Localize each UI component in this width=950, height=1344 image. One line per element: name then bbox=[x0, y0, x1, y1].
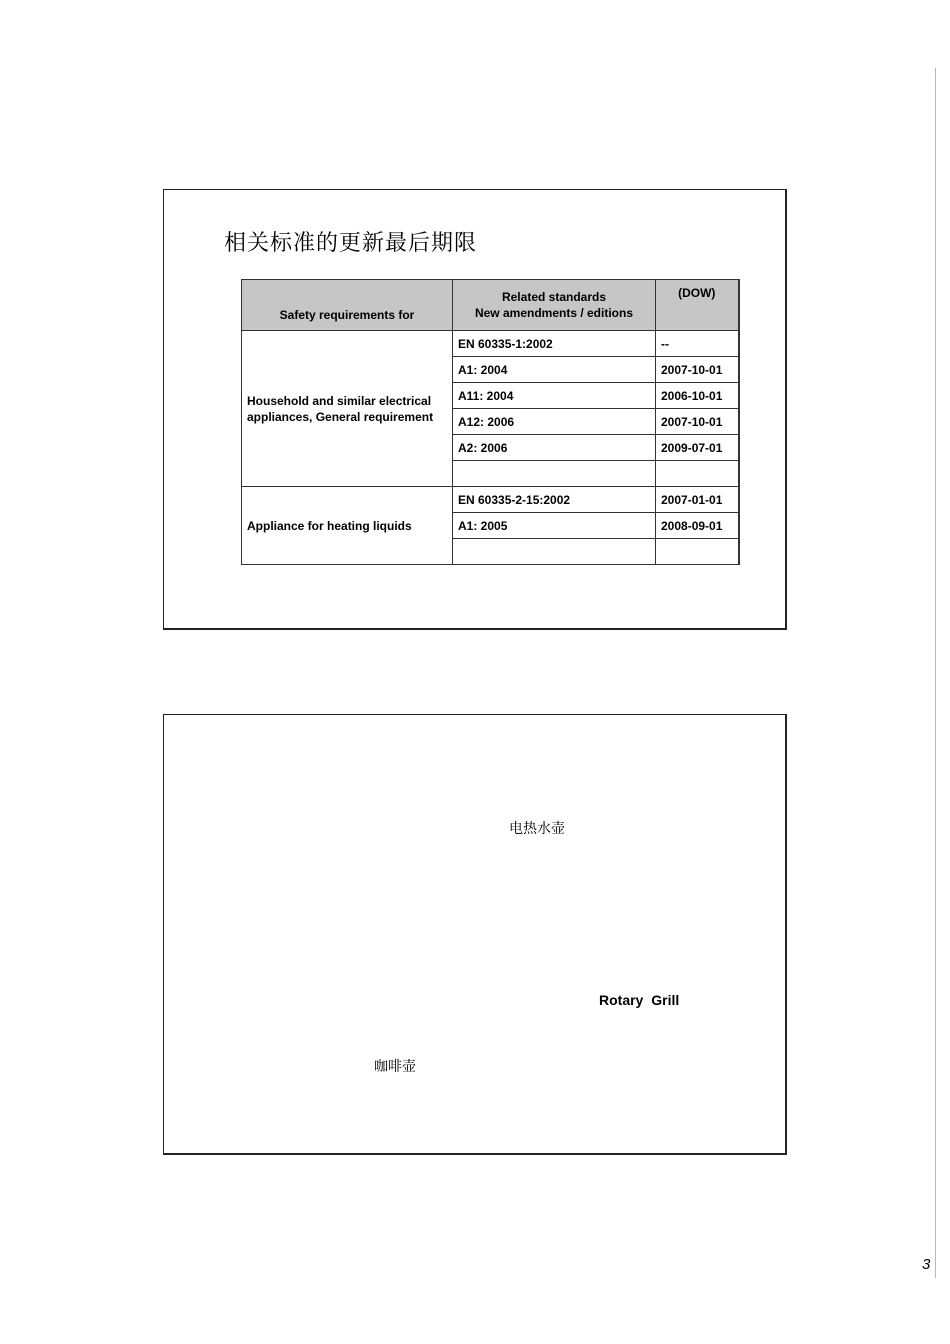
kettle-label: 电热水壶 bbox=[509, 821, 565, 837]
slide-product-images bbox=[163, 714, 787, 1155]
standard-cell: EN 60335-1:2002 bbox=[453, 331, 656, 357]
standard-cell: A11: 2004 bbox=[453, 383, 656, 409]
standard-cell: A2: 2006 bbox=[453, 435, 656, 461]
standard-cell: A1: 2005 bbox=[453, 513, 656, 539]
dow-cell: 2008-09-01 bbox=[656, 513, 739, 539]
header-related-standards-line2: New amendments / editions bbox=[474, 306, 634, 320]
dow-cell: 2007-10-01 bbox=[656, 409, 739, 435]
slide-title: 相关标准的更新最后期限 bbox=[224, 231, 478, 256]
dow-cell: 2009-07-01 bbox=[656, 435, 739, 461]
group-label-line1: Appliance for heating liquids bbox=[247, 518, 412, 533]
dow-cell: -- bbox=[656, 331, 739, 357]
table-header-row bbox=[242, 280, 739, 331]
dow-cell: 2006-10-01 bbox=[656, 383, 739, 409]
header-dow: (DOW) bbox=[656, 280, 739, 331]
table-row bbox=[242, 487, 739, 513]
group-label-general bbox=[242, 331, 453, 487]
dow-cell bbox=[656, 461, 739, 487]
header-related-standards-line1: Related standards bbox=[501, 290, 607, 304]
standard-cell bbox=[453, 539, 656, 565]
dow-cell: 2007-10-01 bbox=[656, 357, 739, 383]
coffee-pot-label: 咖啡壶 bbox=[374, 1059, 416, 1075]
standard-cell: A1: 2004 bbox=[453, 357, 656, 383]
standard-cell: EN 60335-2-15:2002 bbox=[453, 487, 656, 513]
standards-table bbox=[241, 279, 740, 565]
group-label-line2: appliances, General requirement bbox=[247, 409, 434, 424]
rotary-grill-label: Rotary Grill bbox=[599, 992, 680, 1008]
header-safety-requirements: Safety requirements for bbox=[242, 280, 453, 331]
group-label-line1: Household and similar electrical bbox=[247, 393, 432, 408]
standard-cell: A12: 2006 bbox=[453, 409, 656, 435]
right-margin-rule bbox=[935, 68, 936, 1278]
table-row bbox=[242, 331, 739, 357]
page-number: 3 bbox=[922, 1256, 931, 1273]
standard-cell bbox=[453, 461, 656, 487]
header-related-standards bbox=[453, 280, 656, 331]
group-label-heating-liquids bbox=[242, 487, 453, 565]
slide-standards-deadlines bbox=[163, 189, 787, 630]
dow-cell: 2007-01-01 bbox=[656, 487, 739, 513]
dow-cell bbox=[656, 539, 739, 565]
